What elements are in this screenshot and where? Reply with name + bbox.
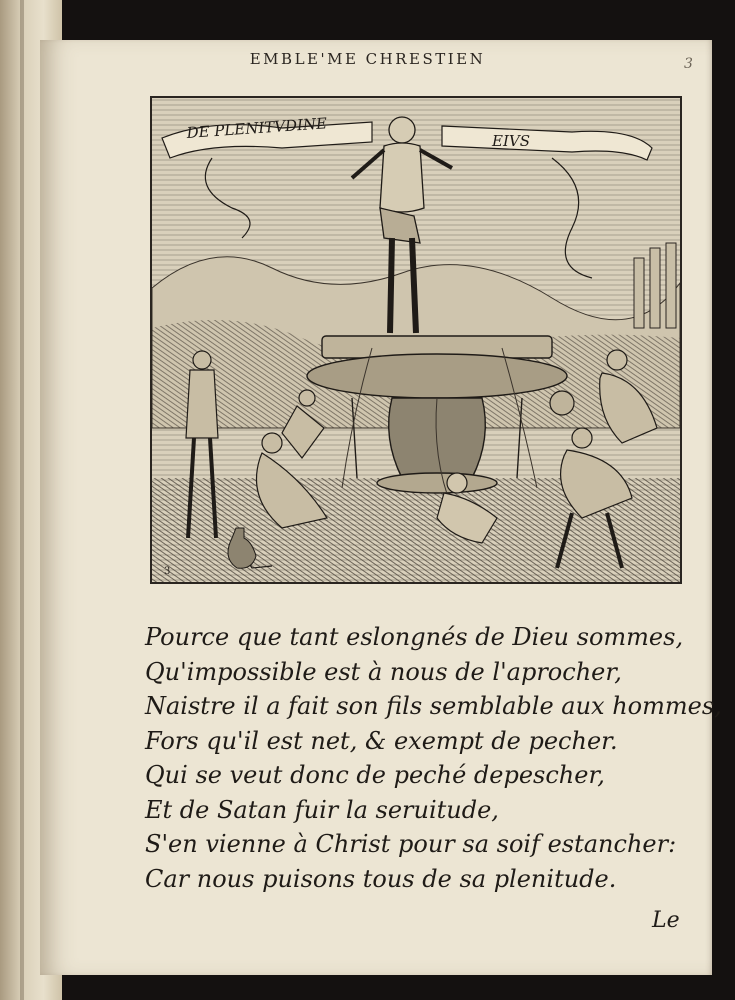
verse-line: S'en vienne à Christ pour sa soif estancher: [145,830,677,858]
gutter-shadow [20,0,24,1000]
plate-number: 3 [164,566,171,577]
verse-line: Qui se veut donc de peché depescher, [145,761,605,789]
page-number: 3 [684,56,693,72]
verse-stanza [145,620,722,896]
verse-line: Et de Satan fuir la seruitude, [145,795,499,824]
verse-line: Pource que tant eslongnés de Dieu sommes, [145,623,684,651]
verse-line: Fors qu'il est net, & exempt de pecher. [145,726,618,755]
engraving-illustration [152,98,680,582]
catchword: Le [652,908,680,933]
motto-right: EIVS [492,132,530,150]
verse-line: Qu'impossible est à nous de l'aprocher, [145,657,622,686]
verse-line: Naistre il a fait son fils semblable aux hommes, [145,692,722,720]
running-title: EMBLE'ME CHRESTIEN [249,50,486,68]
motto-left: DE PLENITVDINE [186,114,328,142]
verse-line: Car nous puisons tous de sa plenitude. [145,864,617,893]
emblem-engraving [150,96,682,584]
